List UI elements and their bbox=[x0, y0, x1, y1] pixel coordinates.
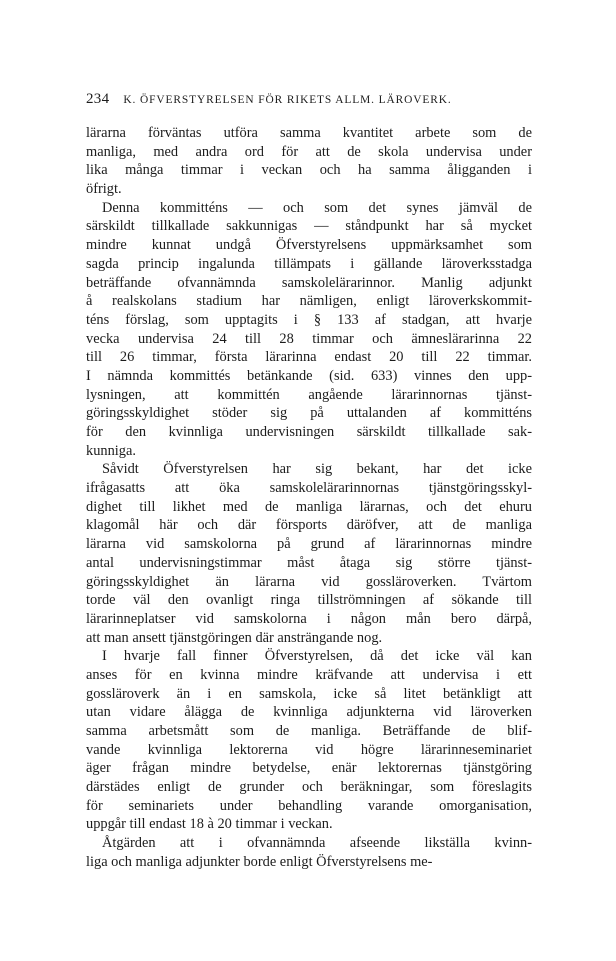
text-line: Denna kommitténs — och som det synes jämväl de bbox=[102, 199, 532, 216]
paragraph bbox=[86, 124, 532, 199]
text-line: göringsskyldighet än lärarna vid gossläroverken. Tvärtom bbox=[86, 573, 532, 590]
text-line: lika många timmar i veckan och ha samma åligganden i bbox=[86, 162, 532, 179]
text-line: Åtgärden att i ofvannämnda afseende likställa kvinn- bbox=[102, 835, 532, 852]
text-line: klagomål här och där försports däröfver, att de manliga bbox=[86, 517, 532, 534]
text-line: antal undervisningstimmar måst åtaga sig större tjänst- bbox=[86, 554, 532, 571]
text-line: sagda princip ingalunda tillämpats i gällande läroverksstadga bbox=[86, 255, 532, 272]
text-line: vecka undervisa 24 till 28 timmar och ämneslärarinna 22 bbox=[86, 330, 532, 347]
text-line: I nämnda kommittés betänkande (sid. 633) vinnes den upp- bbox=[86, 367, 532, 384]
page-number: 234 bbox=[86, 91, 110, 107]
text-line: anses för en kvinna mindre kräfvande att undervisa i ett bbox=[86, 666, 532, 683]
text-line: göringsskyldighet stöder sig på uttalanden af kommitténs bbox=[86, 405, 532, 422]
text-line: till 26 timmar, första lärarinna endast 20 till 22 timmar. bbox=[86, 349, 532, 366]
text-line: lärarna vid samskolorna på grund af lärarinnornas mindre bbox=[86, 536, 532, 553]
text-line: lysningen, att kommittén angående lärarinnornas tjänst- bbox=[86, 386, 532, 403]
text-line: äger frågan mindre betydelse, enär lektorernas tjänstgöring bbox=[86, 760, 532, 777]
paragraph bbox=[86, 834, 532, 871]
text-line: ifrågasatts att öka samskolelärarinnornas tjänstgöringsskyl- bbox=[86, 480, 532, 497]
text-line: vande kvinnliga lektorerna vid högre lärarinneseminariet bbox=[86, 741, 532, 758]
text-line: manliga, med andra ord för att de skola undervisa under bbox=[86, 143, 532, 160]
text-line: kunniga. bbox=[86, 442, 136, 459]
text-line: lärarna förväntas utföra samma kvantitet arbete som de bbox=[86, 125, 532, 141]
paragraph bbox=[86, 199, 532, 461]
text-line: mindre kunnat undgå Öfverstyrelsens uppmärksamhet som bbox=[86, 237, 532, 254]
text-line: därstädes enligt de grunder och beräkningar, som föreslagits bbox=[86, 779, 532, 796]
paragraph bbox=[86, 647, 532, 834]
text-line: lärarinneplatser vid samskolorna i någon mån bero därpå, bbox=[86, 610, 532, 627]
text-line: téns förslag, som upptagits i § 133 af stadgan, att hvarje bbox=[86, 311, 532, 328]
text-line: Såvidt Öfverstyrelsen har sig bekant, har det icke bbox=[102, 461, 532, 478]
text-line: I hvarje fall finner Öfverstyrelsen, då det icke väl kan bbox=[102, 648, 532, 665]
text-line: utan vidare ålägga de kvinnliga adjunkterna vid läroverken bbox=[86, 704, 532, 721]
text-line: torde väl den ovanligt ringa tillströmningen af sökande till bbox=[86, 592, 532, 609]
text-line: liga och manliga adjunkter borde enligt Öfverstyrelsens me- bbox=[86, 853, 433, 870]
text-line: för den kvinnliga undervisningen särskildt tillkallade sak- bbox=[86, 424, 532, 440]
text-line: dighet till likhet med de manliga lärarnas, och det ehuru bbox=[86, 498, 532, 515]
text-line: uppgår till endast 18 à 20 timmar i veckan. bbox=[86, 816, 333, 833]
text-line: beträffande ofvannämnda samskolelärarinnor. Manlig adjunkt bbox=[86, 274, 532, 291]
text-line: gossläroverk än i en samskola, icke så litet betänkligt att bbox=[86, 685, 532, 702]
text-line: å realskolans stadium har nämligen, enligt läroverkskommit- bbox=[86, 293, 532, 310]
running-head: K. ÖFVERSTYRELSEN FÖR RIKETS ALLM. LÄROVERK. bbox=[123, 94, 452, 106]
text-line: öfrigt. bbox=[86, 181, 122, 198]
page-header bbox=[86, 91, 536, 111]
paragraph bbox=[86, 460, 532, 647]
text-line: att man ansett tjänstgöringen där ansträngande nog. bbox=[86, 629, 383, 646]
text-line: samma arbetsmått som de manliga. Beträffande de blif- bbox=[86, 723, 532, 739]
body-text bbox=[86, 124, 532, 872]
text-line: särskildt tillkallade sakkunnigas — ståndpunkt har så mycket bbox=[86, 218, 532, 235]
text-line: för seminariets under behandling varande omorganisation, bbox=[86, 797, 532, 814]
